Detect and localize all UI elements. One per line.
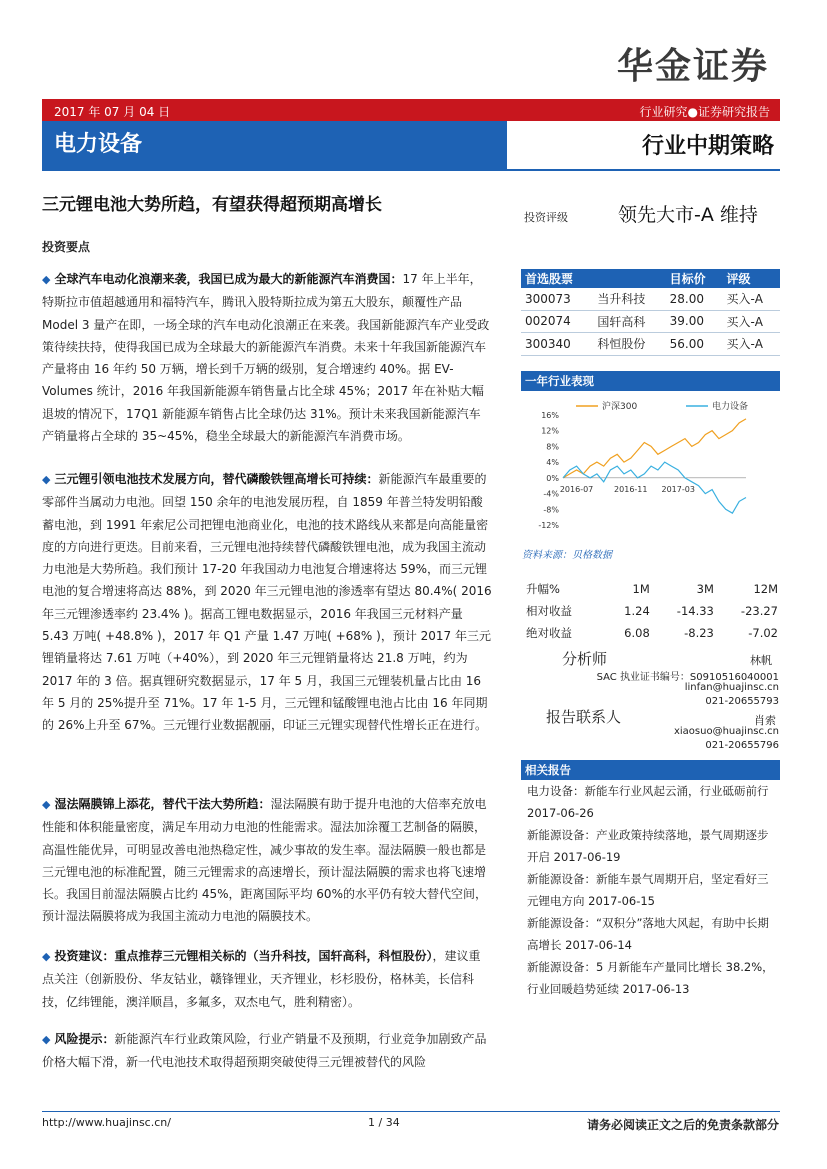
cell: 绝对收益 xyxy=(526,626,572,640)
cell: 3M xyxy=(696,582,714,596)
cell: -14.33 xyxy=(676,604,714,618)
y-tick-label: -12% xyxy=(538,521,559,530)
rating-label: 投资评级 xyxy=(524,211,568,224)
col-header: 目标价 xyxy=(666,269,723,288)
col-header: 评级 xyxy=(722,269,780,288)
contact-name: 肖索 xyxy=(754,714,776,727)
sector-name: 电力设备 xyxy=(42,121,507,169)
report-tag: 行业研究●证券研究报告 xyxy=(639,105,770,119)
point-1-text: 17 年上半年，特斯拉市值超越通用和福特汽车，腾讯入股特斯拉成为第五大股东，颠覆性产品 Model 3 量产在即，一场全球的汽车电动化浪潮正在来袭。我国新能源汽车产业受政策待续扶持，使得我国已成为全球最大的新能源汽车消费。未来十年我国新能源汽车产量将由 16 年约 50 万辆，增长到千万辆的级别，复合增速约 40%。据 EV-Volumes 统计，2016 年我国新能源车销售量占比全球 45%；2017 年在补贴大幅退坡的情况下，17Q1 新能源车销售占比全球仍达 31%。预计未来我国新能源汽车产销量将占全球的 35~45%，稳坐全球最大的新能源汽车消费市场。 xyxy=(42,272,490,444)
y-tick-label: -8% xyxy=(543,505,559,515)
table-row xyxy=(521,288,780,310)
y-tick-label: -4% xyxy=(543,489,559,499)
analyst-title: 分析师 xyxy=(562,650,608,668)
footer-url[interactable]: http://www.huajinsc.cn/ xyxy=(42,1116,171,1129)
related-item[interactable]: 新能源设备：新能车景气周期开启，坚定看好三元锂电方向 2017-06-15 xyxy=(527,872,769,908)
contact-email[interactable]: xiaosuo@huajinsc.cn xyxy=(673,726,779,737)
x-tick-label: 2016-07 xyxy=(559,484,594,494)
date-bar xyxy=(42,99,780,121)
stock-rating: 买入-A xyxy=(722,288,780,310)
cell: 相对收益 xyxy=(526,604,572,618)
analyst-cert: SAC 执业证书编号：S0910516040001 xyxy=(596,672,779,683)
footer-divider xyxy=(42,1111,780,1112)
related-item[interactable]: 电力设备：新能车行业风起云涌，行业砥砺前行 2017-06-26 xyxy=(527,784,769,820)
legend-label: 沪深300 xyxy=(602,402,638,412)
point-2-bold: 三元锂引领电池技术发展方向，替代磷酸铁锂高增长可持续： xyxy=(54,472,379,486)
point-2-text: 新能源汽车最重要的零部件当属动力电池。回望 150 余年的电池发展历程，自 1859 年普兰特发明铅酸蓄电池，到 1991 年索尼公司把锂电池商业化，电池的技术路线从来都是向高能量密度的方向进行更迭。目前来看，三元锂电池持续替代磷酸铁锂电池，成为我国主流动力电池是大势所趋。我们预计 17-20 年我国动力电池复合增速将达 59%，而三元锂电池的复合增速将高达 88%，到 2020 年三元锂电池的渗透率有望达 80.4%( 2016 年三元锂渗透率约 23.4% )。据高工锂电数据显示，2016 年我国三元材料产量 5.43 万吨( +48.8% )，2017 年 Q1 产量 1.47 万吨( +68% )，预计 2017 年三元锂销量将达 7.61 万吨（+40%），到 2020 年三元锂销量将达 21.8 万吨，约为 2017 年的 3 倍。据真锂研究数据显示，17 年 5 月，我国三元锂装机量占比由 16 年 5 月的 25%提升至 71%。17 年 1-5 月，三元锂和锰酸锂电池占比由 16 年同期的 26%上升至 67%。三元锂行业数据靓丽，印证三元锂实现替代性增长正在进行。 xyxy=(42,472,492,733)
point-1 xyxy=(42,268,492,447)
x-tick-label: 2016-11 xyxy=(614,484,648,494)
cell: 1.24 xyxy=(624,604,650,618)
cell: -23.27 xyxy=(740,604,778,618)
point-4 xyxy=(42,945,492,1013)
stock-rating: 买入-A xyxy=(722,310,780,333)
analyst-phone: 021-20655793 xyxy=(705,696,779,707)
stock-name: 当升科技 xyxy=(593,288,665,310)
stock-name: 科恒股份 xyxy=(593,333,665,356)
contact-title: 报告联系人 xyxy=(546,708,622,726)
report-type: 行业中期策略 xyxy=(641,134,774,159)
table-row xyxy=(526,578,778,600)
diamond-icon: ◆ xyxy=(42,273,51,286)
stock-table xyxy=(521,269,780,356)
point-2 xyxy=(42,468,492,737)
point-5-bold: 风险提示： xyxy=(54,1032,115,1046)
footer-disclaimer: 请务必阅读正文之后的免责条款部分 xyxy=(586,1118,779,1132)
related-item[interactable]: 新能源设备：产业政策持续落地，景气周期逐步开启 2017-06-19 xyxy=(527,828,769,864)
target-price: 39.00 xyxy=(666,310,723,333)
stock-code: 002074 xyxy=(521,310,593,333)
cell: 12M xyxy=(753,582,778,596)
table-header xyxy=(521,269,780,288)
page-title: 三元锂电池大势所趋，有望获得超预期高增长 xyxy=(42,195,382,215)
perf-section-header: 一年行业表现 xyxy=(521,371,780,391)
cell: -7.02 xyxy=(748,626,778,640)
chart-source: 资料来源：贝格数据 xyxy=(522,550,612,561)
x-tick-label: 2017-03 xyxy=(661,484,695,494)
related-header: 相关报告 xyxy=(521,760,780,780)
series-line xyxy=(563,419,746,478)
diamond-icon: ◆ xyxy=(42,473,51,486)
y-tick-label: 12% xyxy=(541,426,559,436)
y-tick-label: 4% xyxy=(546,458,559,468)
company-logo: 华金证券 xyxy=(616,46,769,87)
sector-bar xyxy=(42,121,780,171)
point-4-bold: 投资建议：重点推荐三元锂相关标的（当升科技，国轩高科，科恒股份） xyxy=(54,949,433,963)
table-row xyxy=(526,600,778,622)
point-3-bold: 湿法隔膜锦上添花，替代干法大势所趋： xyxy=(54,797,271,811)
y-tick-label: 0% xyxy=(546,473,559,483)
divider xyxy=(42,169,780,171)
cell: 6.08 xyxy=(624,626,650,640)
point-5 xyxy=(42,1028,492,1074)
target-price: 28.00 xyxy=(666,288,723,310)
y-tick-label: 8% xyxy=(546,442,559,452)
performance-table xyxy=(526,578,778,644)
cell: 1M xyxy=(632,582,650,596)
related-item[interactable]: 新能源设备：“双积分”落地大风起，有助中长期高增长 2017-06-14 xyxy=(527,916,769,952)
legend-label: 电力设备 xyxy=(712,402,749,412)
col-header: 首选股票 xyxy=(521,269,593,288)
cell: 升幅% xyxy=(526,582,560,596)
stock-rating: 买入-A xyxy=(722,333,780,356)
related-item[interactable]: 新能源设备：5 月新能车产量同比增长 38.2%，行业回暖趋势延续 2017-06-13 xyxy=(527,960,774,996)
investment-heading: 投资要点 xyxy=(42,240,91,254)
point-3-text: 湿法隔膜有助于提升电池的大倍率充放电性能和体积能量密度，满足车用动力电池的性能需求。湿法加涂覆工艺制备的隔膜，高温性能优异，可明显改善电池热稳定性，减少事故的发生率。湿法隔膜一般也都是三元锂电池的标准配置，随三元锂需求的高速增长，预计湿法隔膜的需求也将飞速增长。我国目前湿法隔膜占比约 45%，距离国际平均 60%的水平仍有较大替代空间，预计湿法隔膜将成为我国主流动力电池的隔膜技术。 xyxy=(42,797,487,924)
rating-value: 领先大市-A 维持 xyxy=(618,204,758,226)
point-4-text: ，建议重点关注（创新股份、华友钴业，赣锋锂业，天齐锂业，杉杉股份，格林美，长信科技，亿纬锂能，澳洋顺昌，多氟多，双杰电气，胜利精密）。 xyxy=(42,949,481,1009)
col-header xyxy=(593,269,665,288)
diamond-icon: ◆ xyxy=(42,1033,51,1046)
y-tick-label: 16% xyxy=(541,411,559,420)
diamond-icon: ◆ xyxy=(42,798,51,811)
industry-chart xyxy=(521,395,780,543)
analyst-email[interactable]: linfan@huajinsc.cn xyxy=(684,682,779,693)
target-price: 56.00 xyxy=(666,333,723,356)
page-number: 1 / 34 xyxy=(368,1116,400,1129)
diamond-icon: ◆ xyxy=(42,950,51,963)
cell: -8.23 xyxy=(684,626,714,640)
stock-code: 300340 xyxy=(521,333,593,356)
table-row xyxy=(526,622,778,644)
table-row xyxy=(521,333,780,356)
point-1-bold: 全球汽车电动化浪潮来袭，我国已成为最大的新能源汽车消费国： xyxy=(54,272,403,286)
table-row xyxy=(521,310,780,333)
report-date: 2017 年 07 月 04 日 xyxy=(54,105,171,119)
stock-name: 国轩高科 xyxy=(593,310,665,333)
contact-phone: 021-20655796 xyxy=(705,740,779,751)
stock-code: 300073 xyxy=(521,288,593,310)
point-3 xyxy=(42,793,492,928)
analyst-name: 林帆 xyxy=(750,654,772,667)
point-5-text: 新能源汽车行业政策风险，行业产销量不及预期，行业竞争加剧致产品价格大幅下滑，新一代电池技术取得超预期突破使得三元锂被替代的风险 xyxy=(42,1032,487,1070)
